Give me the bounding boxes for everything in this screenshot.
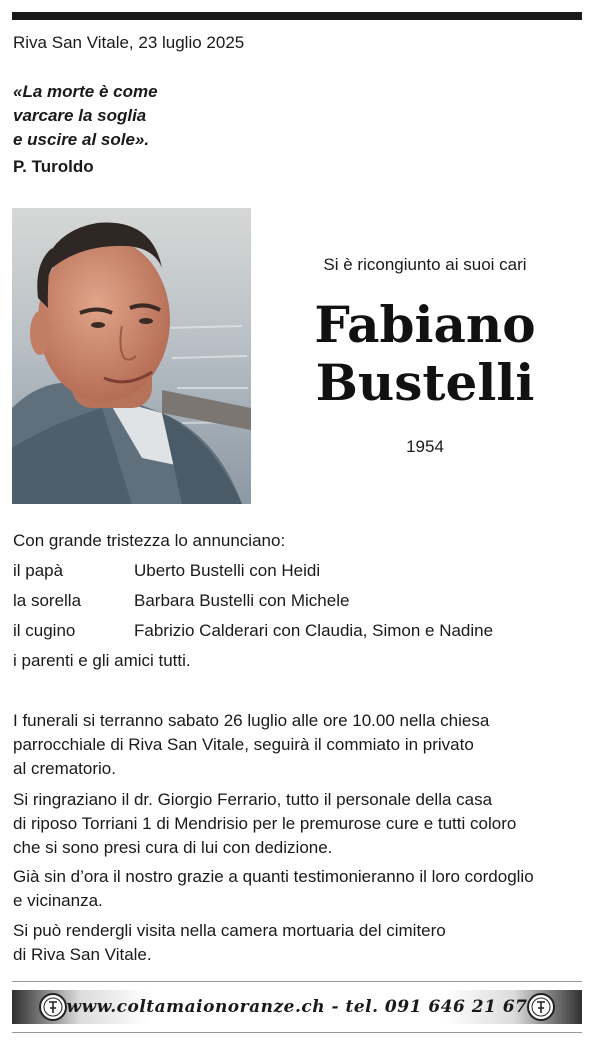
top-rule (12, 12, 582, 20)
visit-paragraph: Si può rendergli visita nella camera mortuaria del cimitero di Riva San Vitale. (13, 921, 446, 964)
relative-role: il cugino (13, 621, 76, 640)
first-name: Fabiano (314, 295, 536, 354)
rejoined-text: Si è ricongiunto ai suoi cari (323, 255, 527, 274)
relative-role: la sorella (13, 591, 82, 610)
portrait-photo (12, 208, 251, 504)
thanks-paragraph: Si ringraziano il dr. Giorgio Ferrario, tutto il personale della casa di riposo Torriani 1 di Mendrisio per le premurose cure e tutti coloro che si sono presi cura di lui con dedizione. (13, 790, 517, 857)
footer-bottom-rule (12, 1032, 582, 1033)
relative-names: Uberto Bustelli con Heidi (134, 561, 321, 580)
announcement-intro: Con grande tristezza lo annunciano: (13, 531, 286, 550)
condolence-paragraph: Già sin d’ora il nostro grazie a quanti testimonieranno il loro cordoglio e vicinanza. (13, 867, 534, 910)
funeral-home-emblem-icon (526, 992, 556, 1022)
relative-row (13, 621, 493, 641)
funeral-paragraph: I funerali si terranno sabato 26 luglio alle ore 10.00 nella chiesa parrocchiale di Riva San Vitale, seguirà il commiato in privato al crematorio. (13, 711, 490, 778)
relative-row (13, 591, 349, 611)
last-name: Bustelli (315, 353, 535, 412)
quote-author: P. Turoldo (13, 157, 94, 176)
footer-top-rule (12, 981, 582, 982)
quote-text: «La morte è come varcare la soglia e uscire al sole». (13, 82, 158, 149)
relative-names: Barbara Bustelli con Michele (134, 591, 350, 610)
place-date: Riva San Vitale, 23 luglio 2025 (13, 33, 245, 52)
funeral-home-emblem-icon (38, 992, 68, 1022)
birth-year: 1954 (406, 437, 444, 456)
relatives-others: i parenti e gli amici tutti. (13, 651, 191, 670)
footer-banner (12, 990, 582, 1024)
relative-names: Fabrizio Calderari con Claudia, Simon e Nadine (134, 621, 494, 640)
footer-contact[interactable]: www.coltamaionoranze.ch - tel. 091 646 21 67 (66, 997, 528, 1017)
relative-role: il papà (13, 561, 64, 580)
relative-row (13, 561, 320, 581)
